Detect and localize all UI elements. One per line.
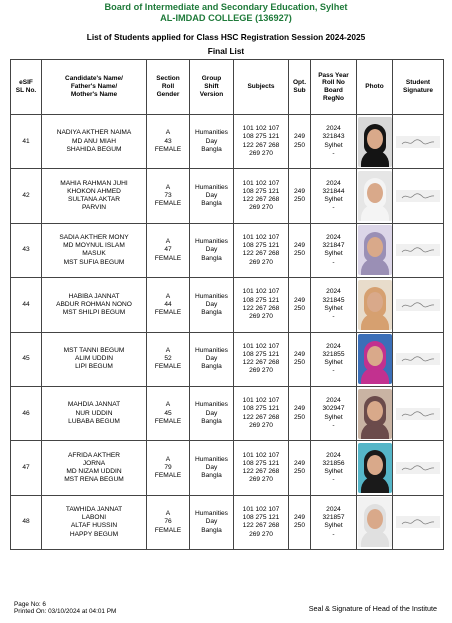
col-subjects-header: Subjects	[234, 60, 289, 115]
names-cell: TAWHIDA JANNAT LABONI ALTAF HUSSIN HAPPY BEGUM	[42, 495, 147, 549]
col-names-header: Candidate's Name/ Father's Name/ Mother's Name	[42, 60, 147, 115]
section-cell: A 47 FEMALE	[147, 223, 190, 277]
names-cell: MST TANNI BEGUM ALIM UDDIN LIPI BEGUM	[42, 332, 147, 386]
subjects-cell: 101 102 107 108 275 121 122 267 268 269 270	[234, 223, 289, 277]
subjects-cell: 101 102 107 108 275 121 122 267 268 269 270	[234, 278, 289, 332]
pass-cell: 2024 321855 Sylhet -	[311, 332, 357, 386]
subjects-cell: 101 102 107 108 275 121 122 267 268 269 270	[234, 441, 289, 495]
signature-cell	[393, 441, 444, 495]
opt-cell: 249 250	[289, 386, 311, 440]
printed-on: Printed On: 03/10/2024 at 04:01 PM	[14, 608, 117, 616]
signature-cell	[393, 278, 444, 332]
opt-cell: 249 250	[289, 441, 311, 495]
pass-cell: 2024 321856 Sylhet -	[311, 441, 357, 495]
table-row	[11, 115, 444, 169]
college-title: AL-IMDAD COLLEGE (136927)	[160, 13, 292, 23]
group-cell: Humanities Day Bangla	[190, 495, 234, 549]
section-cell: A 43 FEMALE	[147, 115, 190, 169]
student-photo	[358, 389, 392, 439]
sl-cell: 45	[11, 332, 42, 386]
section-cell: A 45 FEMALE	[147, 386, 190, 440]
student-photo	[358, 334, 392, 384]
footer-left	[14, 601, 116, 615]
pass-cell: 2024 321844 Sylhet -	[311, 169, 357, 223]
subjects-cell: 101 102 107 108 275 121 122 267 268 269 270	[234, 495, 289, 549]
subjects-cell: 101 102 107 108 275 121 122 267 268 269 270	[234, 169, 289, 223]
student-photo	[358, 171, 392, 221]
group-cell: Humanities Day Bangla	[190, 441, 234, 495]
student-photo	[358, 225, 392, 275]
page-number: Page No: 6	[14, 601, 46, 608]
student-signature	[396, 516, 440, 528]
signature-cell	[393, 386, 444, 440]
table-row	[11, 278, 444, 332]
student-photo	[358, 443, 392, 493]
table-row	[11, 441, 444, 495]
table-row	[11, 332, 444, 386]
signature-cell	[393, 115, 444, 169]
col-sl-header: eSIF SL No.	[11, 60, 42, 115]
names-cell: MAHIA RAHMAN JUHI KHOKON AHMED SULTANA AKTAR PARVIN	[42, 169, 147, 223]
photo-cell	[357, 441, 393, 495]
group-cell: Humanities Day Bangla	[190, 169, 234, 223]
student-table	[10, 59, 444, 550]
col-opt-header: Opt. Sub	[289, 60, 311, 115]
sl-cell: 47	[11, 441, 42, 495]
signature-cell	[393, 332, 444, 386]
student-signature	[396, 136, 440, 148]
pass-cell: 2024 321843 Sylhet -	[311, 115, 357, 169]
section-cell: A 73 FEMALE	[147, 169, 190, 223]
section-cell: A 52 FEMALE	[147, 332, 190, 386]
opt-cell: 249 250	[289, 495, 311, 549]
student-signature	[396, 299, 440, 311]
pass-cell: 2024 321845 Sylhet -	[311, 278, 357, 332]
student-signature	[396, 190, 440, 202]
final-list-label: Final List	[207, 46, 245, 56]
subjects-cell: 101 102 107 108 275 121 122 267 268 269 270	[234, 332, 289, 386]
pass-cell: 2024 321857 Sylhet -	[311, 495, 357, 549]
col-signature-header: Student Signature	[393, 60, 444, 115]
group-cell: Humanities Day Bangla	[190, 278, 234, 332]
names-cell: MAHDIA JANNAT NUR UDDIN LUBABA BEGUM	[42, 386, 147, 440]
subjects-cell: 101 102 107 108 275 121 122 267 268 269 270	[234, 115, 289, 169]
signature-cell	[393, 495, 444, 549]
sl-cell: 41	[11, 115, 42, 169]
group-cell: Humanities Day Bangla	[190, 115, 234, 169]
names-cell: AFRIDA AKTHER JORNA MD NIZAM UDDIN MST RENA BEGUM	[42, 441, 147, 495]
opt-cell: 249 250	[289, 332, 311, 386]
signature-cell	[393, 223, 444, 277]
names-cell: SADIA AKTHER MONY MD MOYNUL ISLAM MASUK MST SUFIA BEGUM	[42, 223, 147, 277]
names-cell: NADIYA AKTHER NAIMA MD ANU MIAH SHAHIDA BEGUM	[42, 115, 147, 169]
col-section-header: Section Roll Gender	[147, 60, 190, 115]
col-pass-header: Pass Year Roll No Board RegNo	[311, 60, 357, 115]
group-cell: Humanities Day Bangla	[190, 223, 234, 277]
group-cell: Humanities Day Bangla	[190, 386, 234, 440]
list-title: List of Students applied for Class HSC Registration Session 2024-2025	[86, 32, 366, 42]
photo-cell	[357, 386, 393, 440]
photo-cell	[357, 115, 393, 169]
opt-cell: 249 250	[289, 278, 311, 332]
student-signature	[396, 244, 440, 256]
signature-cell	[393, 169, 444, 223]
student-signature	[396, 408, 440, 420]
photo-cell	[357, 223, 393, 277]
col-group-header: Group Shift Version	[190, 60, 234, 115]
pass-cell: 2024 321847 Sylhet -	[311, 223, 357, 277]
photo-cell	[357, 169, 393, 223]
student-signature	[396, 462, 440, 474]
opt-cell: 249 250	[289, 115, 311, 169]
names-cell: HABIBA JANNAT ABDUR ROHMAN NONO MST SHILPI BEGUM	[42, 278, 147, 332]
sl-cell: 48	[11, 495, 42, 549]
group-cell: Humanities Day Bangla	[190, 332, 234, 386]
opt-cell: 249 250	[289, 223, 311, 277]
student-signature	[396, 353, 440, 365]
table-row	[11, 386, 444, 440]
seal-signature-label: Seal & Signature of Head of the Institute	[308, 604, 437, 613]
student-photo	[358, 117, 392, 167]
pass-cell: 2024 302947 Sylhet -	[311, 386, 357, 440]
section-cell: A 44 FEMALE	[147, 278, 190, 332]
section-cell: A 79 FEMALE	[147, 441, 190, 495]
sl-cell: 46	[11, 386, 42, 440]
photo-cell	[357, 332, 393, 386]
col-photo-header: Photo	[357, 60, 393, 115]
board-title: Board of Intermediate and Secondary Education, Sylhet	[104, 2, 348, 12]
subjects-cell: 101 102 107 108 275 121 122 267 268 269 270	[234, 386, 289, 440]
sl-cell: 44	[11, 278, 42, 332]
table-row	[11, 495, 444, 549]
section-cell: A 76 FEMALE	[147, 495, 190, 549]
sl-cell: 43	[11, 223, 42, 277]
table-header-row	[11, 60, 444, 115]
photo-cell	[357, 278, 393, 332]
sl-cell: 42	[11, 169, 42, 223]
opt-cell: 249 250	[289, 169, 311, 223]
table-row	[11, 169, 444, 223]
student-photo	[358, 280, 392, 330]
student-photo	[358, 497, 392, 547]
photo-cell	[357, 495, 393, 549]
table-row	[11, 223, 444, 277]
